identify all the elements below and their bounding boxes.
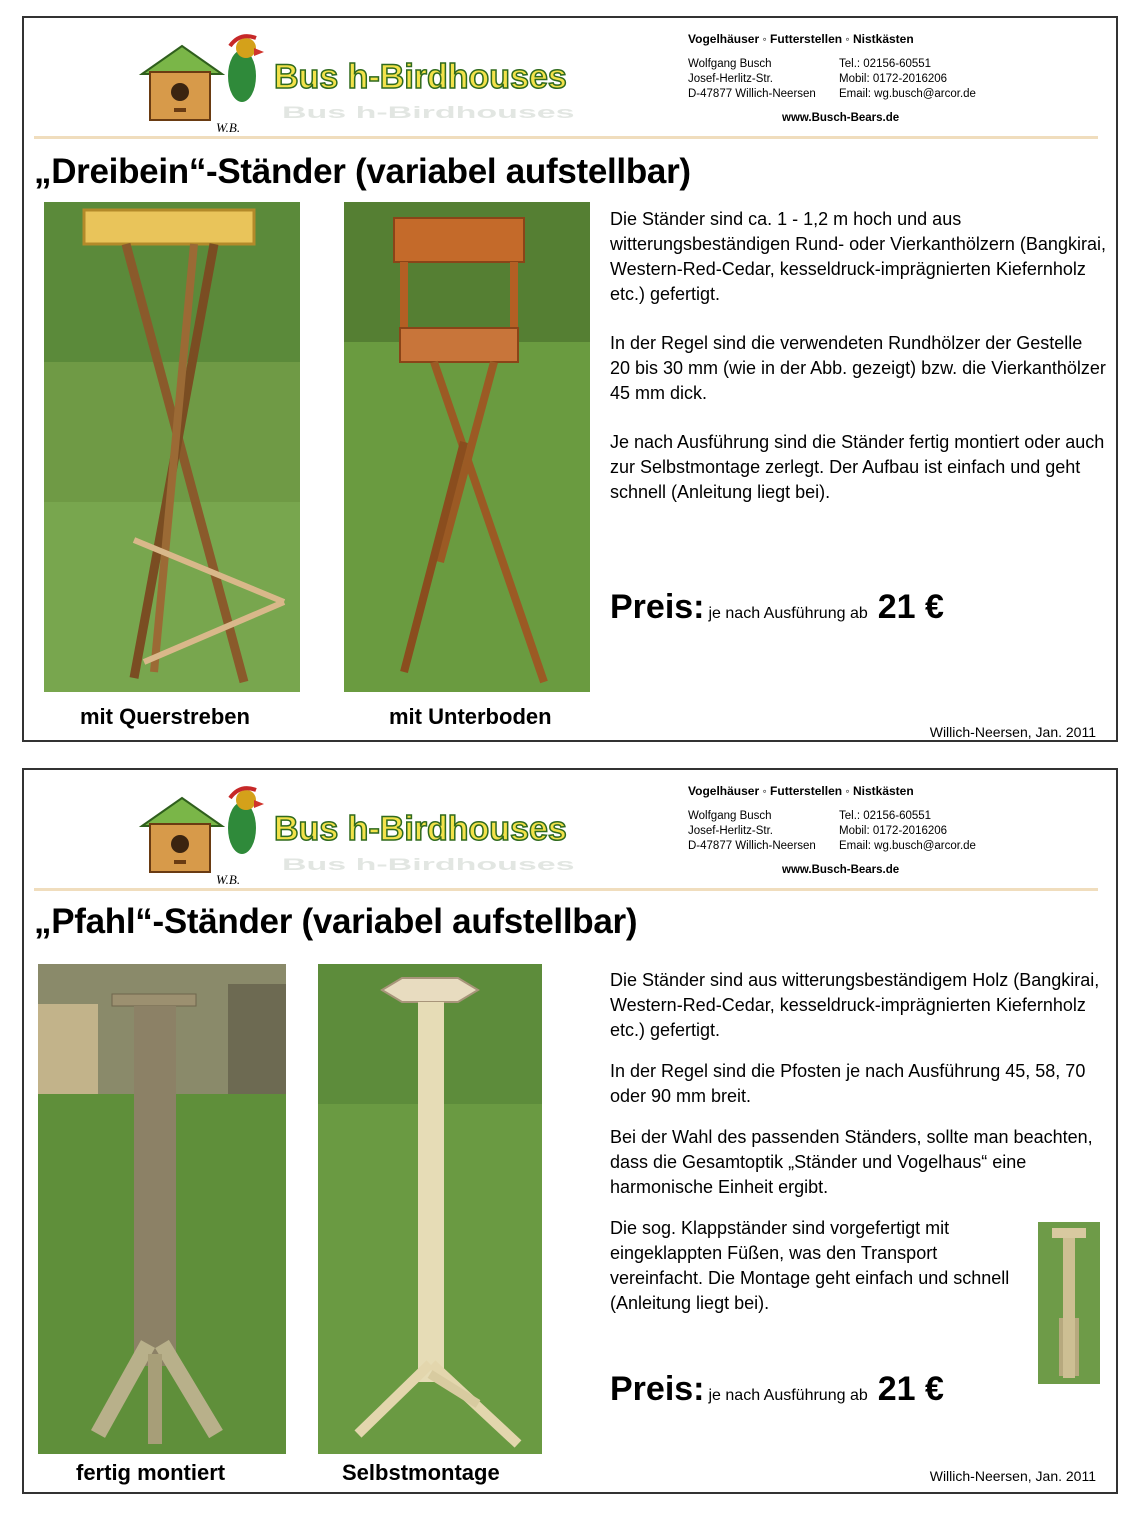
tagline: Vogelhäuser ◦ Futterstellen ◦ Nistkästen [688, 32, 914, 46]
price-line [610, 1370, 944, 1409]
header-rule [34, 888, 1098, 891]
contact-block [688, 32, 1108, 126]
photo-stand-lower-shelf [344, 202, 590, 692]
price-value: 21 € [877, 588, 944, 626]
brand-name: Bus h-Birdhouses [274, 810, 567, 848]
brand-logo [112, 778, 575, 890]
description [610, 968, 1106, 1332]
photo-folding-stand [1038, 1222, 1100, 1384]
paragraph: Die sog. Klappständer sind vorgefertigt mit eingeklappten Füßen, was den Transport vereinfacht. Die Montage geht einfach und schnell (Anleitung liegt bei). [610, 1218, 1010, 1313]
page-title: „Dreibein“-Ständer (variabel aufstellbar) [34, 152, 691, 191]
website-link[interactable]: www.Busch-Bears.de [782, 112, 900, 124]
paragraph: In der Regel sind die verwendeten Rundhölzer der Gestelle 20 bis 30 mm (wie in der Abb. gezeigt) bzw. die Vierkanthölzer 45 mm dick. [610, 333, 1106, 403]
tagline: Vogelhäuser ◦ Futterstellen ◦ Nistkästen [688, 784, 914, 798]
brand-name: Bus h-Birdhouses [274, 58, 567, 96]
contact-row: D-47877 Willich-Neersen Email: wg.busch@arcor.de [688, 840, 976, 852]
page-title: „Pfahl“-Ständer (variabel aufstellbar) [34, 902, 638, 941]
svg-text:Bus h-Birdhouses: Bus h-Birdhouses [282, 102, 575, 122]
price-label: Preis: [610, 1370, 705, 1408]
footer-date: Willich-Neersen, Jan. 2011 [929, 1468, 1096, 1484]
flyer-page-pfahl [22, 768, 1118, 1494]
contact-row: Josef-Herlitz-Str. Mobil: 0172-2016206 [688, 825, 948, 837]
price-line [610, 588, 944, 627]
price-label: Preis: [610, 588, 705, 626]
photo-caption: fertig montiert [76, 1460, 226, 1485]
photo-caption: mit Unterboden [389, 704, 552, 729]
paragraph: In der Regel sind die Pfosten je nach Ausführung 45, 58, 70 oder 90 mm breit. [610, 1061, 1086, 1106]
brand-initials: W.B. [216, 872, 241, 887]
paragraph: Bei der Wahl des passenden Ständers, sollte man beachten, dass die Gesamtoptik „Ständer und Vogelhaus“ eine harmonische Einheit ergibt. [610, 1127, 1093, 1197]
brand-logo [112, 26, 575, 138]
header-rule [34, 136, 1098, 139]
contact-row: Wolfgang Busch Tel.: 02156-60551 [688, 810, 932, 822]
contact-block [688, 784, 1108, 878]
photo-post-self-assembly [318, 964, 542, 1454]
description [610, 207, 1106, 529]
flyer-page-dreibein [22, 16, 1118, 742]
svg-text:Bus h-Birdhouses: Bus h-Birdhouses [282, 854, 575, 874]
website-link[interactable]: www.Busch-Bears.de [782, 864, 900, 876]
price-value: 21 € [877, 1370, 944, 1408]
footer-date: Willich-Neersen, Jan. 2011 [929, 724, 1096, 740]
contact-row: Josef-Herlitz-Str. Mobil: 0172-2016206 [688, 73, 948, 85]
contact-row: D-47877 Willich-Neersen Email: wg.busch@arcor.de [688, 88, 976, 100]
paragraph: Die Ständer sind ca. 1 - 1,2 m hoch und aus witterungsbeständigen Rund- oder Vierkanthölzern (Bangkirai, Western-Red-Cedar, kesseldruck-imprägnierten Kiefernholz etc.) gefertigt. [610, 209, 1106, 304]
photo-caption: Selbstmontage [342, 1460, 500, 1485]
price-text: je nach Ausführung ab [708, 1387, 868, 1404]
paragraph: Je nach Ausführung sind die Ständer fertig montiert oder auch zur Selbstmontage zerlegt. Der Aufbau ist einfach und geht schnell (Anleitung liegt bei). [610, 432, 1105, 502]
brand-initials: W.B. [216, 120, 241, 135]
photo-caption: mit Querstreben [80, 704, 250, 729]
contact-row: Wolfgang Busch Tel.: 02156-60551 [688, 58, 932, 70]
photo-post-assembled [38, 964, 286, 1454]
photo-stand-crossbraces [44, 202, 300, 692]
price-text: je nach Ausführung ab [708, 605, 868, 622]
paragraph: Die Ständer sind aus witterungsbeständigem Holz (Bangkirai, Western-Red-Cedar, kesseldruck-imprägnierten Kiefernholz etc.) gefertigt. [610, 970, 1100, 1040]
